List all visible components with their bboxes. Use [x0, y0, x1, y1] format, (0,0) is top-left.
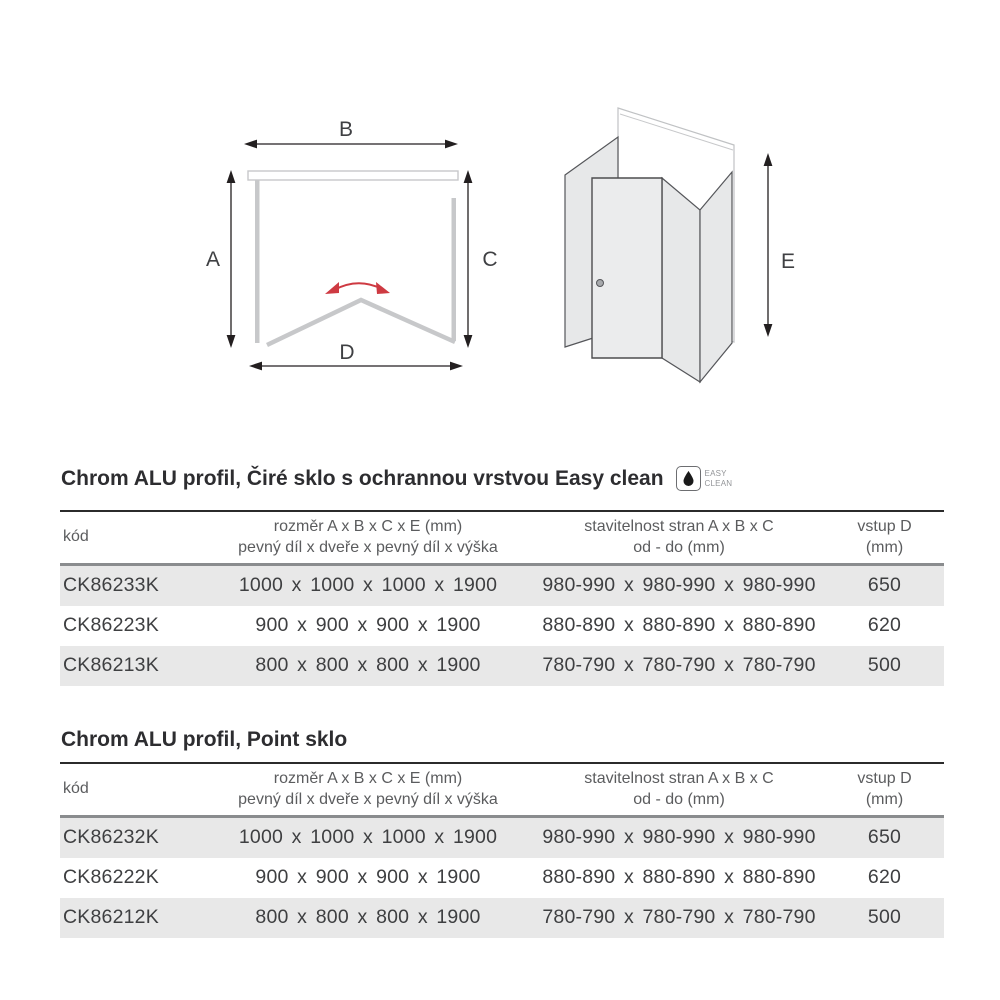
cell-entry: 620	[867, 866, 902, 889]
cell-code: CK86232K	[63, 826, 159, 849]
cell-adjust: 980-990 x 980-990 x 980-990	[542, 574, 816, 597]
header-adjust	[533, 763, 825, 816]
table-1-header-row	[60, 511, 944, 564]
header-size-line2: pevný díl x dveře x pevný díl x výška	[238, 790, 498, 808]
table-row	[60, 898, 944, 938]
cell-size: 1000 x 1000 x 1000 x 1900	[238, 574, 498, 597]
iso-door-panel	[592, 178, 662, 358]
cell-adjust: 780-790 x 780-790 x 780-790	[542, 654, 816, 677]
arrowhead-icon	[764, 153, 773, 166]
cell-size: 900 x 900 x 900 x 1900	[255, 614, 481, 637]
cell-code: CK86233K	[63, 574, 159, 597]
cell-adjust: 880-890 x 880-890 x 880-890	[542, 866, 816, 889]
swing-arrowhead-icon	[376, 282, 390, 294]
arrowhead-icon	[227, 335, 236, 348]
dim-label-d: D	[339, 341, 355, 364]
dim-label-e: E	[780, 250, 796, 273]
header-adjust	[533, 511, 825, 564]
section-1-title: Chrom ALU profil, Čiré sklo s ochrannou vrstvou Easy clean	[61, 466, 664, 490]
arrowhead-icon	[764, 324, 773, 337]
table-2-header-row	[60, 763, 944, 816]
cell-adjust: 980-990 x 980-990 x 980-990	[542, 826, 816, 849]
section-1-heading	[61, 466, 732, 491]
cell-entry: 500	[867, 654, 902, 677]
easy-clean-label	[705, 469, 733, 487]
cell-size: 900 x 900 x 900 x 1900	[255, 866, 481, 889]
header-size-line1: rozměr A x B x C x E (mm)	[273, 518, 463, 535]
header-adjust-line2: od - do (mm)	[633, 538, 725, 556]
section-2-title: Chrom ALU profil, Point sklo	[61, 728, 348, 751]
arrowhead-icon	[445, 140, 458, 149]
arrowhead-icon	[227, 170, 236, 183]
table-row	[60, 646, 944, 686]
header-size	[203, 763, 533, 816]
spec-table-2	[60, 762, 944, 938]
cell-size: 800 x 800 x 800 x 1900	[255, 654, 481, 677]
cell-adjust: 780-790 x 780-790 x 780-790	[542, 906, 816, 929]
header-code: kód	[63, 780, 89, 798]
cell-entry: 500	[867, 906, 902, 929]
header-adjust-line2: od - do (mm)	[633, 790, 725, 808]
swing-arrowhead-icon	[325, 282, 339, 294]
cell-size: 1000 x 1000 x 1000 x 1900	[238, 826, 498, 849]
header-entry-line2: (mm)	[865, 790, 904, 808]
section-2-heading	[61, 728, 347, 752]
arrowhead-icon	[450, 362, 463, 371]
plan-diagram	[206, 118, 498, 370]
cell-code: CK86223K	[63, 614, 159, 637]
iso-diagram	[565, 108, 795, 382]
easy-clean-badge	[676, 466, 733, 491]
cell-code: CK86212K	[63, 906, 159, 929]
spec-table-1	[60, 510, 944, 686]
arrowhead-icon	[464, 335, 473, 348]
header-size-line1: rozměr A x B x C x E (mm)	[273, 770, 463, 787]
swing-arrow-icon	[334, 283, 382, 290]
droplet-icon	[676, 466, 701, 491]
header-entry	[825, 511, 944, 564]
table-row	[60, 816, 944, 858]
cell-entry: 650	[867, 574, 902, 597]
dimension-diagrams	[0, 0, 1000, 445]
header-adjust-line1: stavitelnost stran A x B x C	[584, 770, 774, 787]
iso-fold-panel-outer	[700, 172, 732, 382]
arrowhead-icon	[464, 170, 473, 183]
cell-code: CK86213K	[63, 654, 159, 677]
arrowhead-icon	[249, 362, 262, 371]
cell-adjust: 880-890 x 880-890 x 880-890	[542, 614, 816, 637]
iso-fold-panel-inner	[662, 178, 700, 382]
plan-top-profile	[248, 171, 458, 180]
cell-code: CK86222K	[63, 866, 159, 889]
header-adjust-line1: stavitelnost stran A x B x C	[584, 518, 774, 535]
header-code: kód	[63, 528, 89, 546]
table-row	[60, 858, 944, 898]
dim-label-a: A	[205, 248, 221, 271]
door-knob-icon	[597, 280, 604, 287]
header-size-line2: pevný díl x dveře x pevný díl x výška	[238, 538, 498, 556]
header-size	[203, 511, 533, 564]
cell-entry: 650	[867, 826, 902, 849]
easy-clean-line1: EASY	[704, 469, 727, 479]
cell-entry: 620	[867, 614, 902, 637]
header-entry-line1: vstup D	[857, 770, 912, 787]
header-entry-line2: (mm)	[865, 538, 904, 556]
dim-label-b: B	[338, 118, 354, 141]
table-row	[60, 564, 944, 606]
plan-left-wall	[255, 180, 260, 343]
cell-size: 800 x 800 x 800 x 1900	[255, 906, 481, 929]
header-entry-line1: vstup D	[857, 518, 912, 535]
arrowhead-icon	[244, 140, 257, 149]
table-row	[60, 606, 944, 646]
plan-folding-door	[267, 300, 455, 345]
dim-label-c: C	[482, 248, 498, 271]
plan-right-wall	[452, 198, 457, 341]
header-entry	[825, 763, 944, 816]
easy-clean-line2: CLEAN	[704, 478, 733, 488]
